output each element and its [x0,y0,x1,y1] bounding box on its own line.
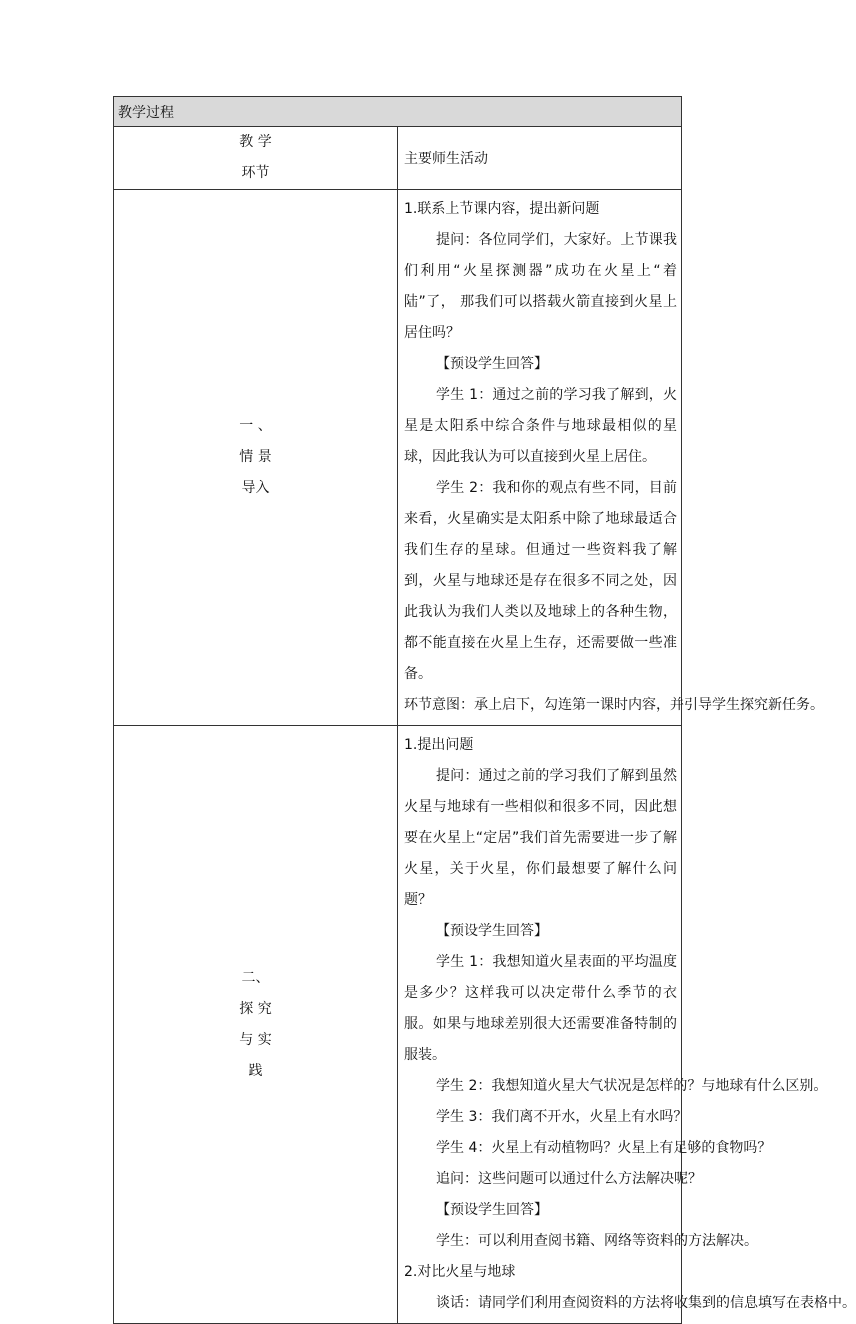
table-title: 教学过程 [114,97,682,127]
section2-student4: 学生 4：火星上有动植物吗？火星上有足够的食物吗？ [436,1140,772,1156]
section1-preset: 【预设学生回答】 [436,356,548,372]
step-header-line1: 教 学 [239,134,272,150]
section2-preset1: 【预设学生回答】 [436,923,548,939]
section1-question: 提问：各位同学们，大家好。上节课我们利用“火星探测器”成功在火星上“着陆”了， 那我们可以搭载火箭直接到火星上居住吗？ [404,232,677,341]
section2-label-line3: 与 实 [239,1031,272,1048]
section2-student-answer: 学生：可以利用查阅书籍、网络等资料的方法解决。 [436,1233,758,1249]
section2-label-line2: 探 究 [239,1000,272,1017]
activity-column-header: 主要师生活动 [398,127,682,190]
section2-heading2: 2.对比火星与地球 [404,1264,516,1280]
section2-label-line4: 践 [248,1062,263,1079]
lesson-process-table [113,96,856,1324]
section-row-intro [114,190,682,726]
section2-content [398,726,856,1324]
section1-heading: 1.联系上节课内容，提出新问题 [404,201,600,217]
section1-label-line1: 一 、 [239,418,272,434]
section2-student1: 学生 1：我想知道火星表面的平均温度是多少？这样我可以决定带什么季节的衣服。如果与地球差别很大还需要准备特制的服装。 [404,954,677,1063]
table-header-row [114,97,682,127]
step-header-line2: 环节 [241,165,270,181]
section1-student1: 学生 1：通过之前的学习我了解到，火星是太阳系中综合条件与地球最相似的星球，因此我认为可以直接到火星上居住。 [404,387,677,465]
column-header-row [114,127,682,190]
section2-talk: 谈话：请同学们利用查阅资料的方法将收集到的信息填写在表格中。 [436,1295,856,1311]
section2-heading1: 1.提出问题 [404,737,474,753]
section1-content [398,190,824,726]
section2-label-line1: 二、 [241,969,270,986]
section2-student3: 学生 3：我们离不开水，火星上有水吗？ [436,1109,688,1125]
section1-label-line2: 情 景 [239,449,272,465]
section1-student2: 学生 2：我和你的观点有些不同，目前来看，火星确实是太阳系中除了地球最适合我们生存的星球。但通过一些资料我了解到，火星与地球还是存在很多不同之处，因此我认为我们人类以及地球上的各种生物，都不能直接在火星上生存，还需要做一些准备。 [404,480,677,682]
section-row-explore [114,726,682,1324]
section1-label [114,190,398,726]
section2-followup: 追问：这些问题可以通过什么方法解决呢？ [436,1171,702,1187]
step-column-header [114,127,398,190]
section2-preset2: 【预设学生回答】 [436,1202,548,1218]
section2-label [114,726,398,1324]
section1-intent: 环节意图：承上启下，勾连第一课时内容，并引导学生探究新任务。 [404,697,824,713]
section2-question: 提问：通过之前的学习我们了解到虽然火星与地球有一些相似和很多不同，因此想要在火星上“定居”我们首先需要进一步了解火星，关于火星，你们最想要了解什么问题？ [404,768,677,908]
section1-label-line3: 导入 [241,480,270,496]
section2-student2: 学生 2：我想知道火星大气状况是怎样的？与地球有什么区别。 [436,1078,828,1094]
